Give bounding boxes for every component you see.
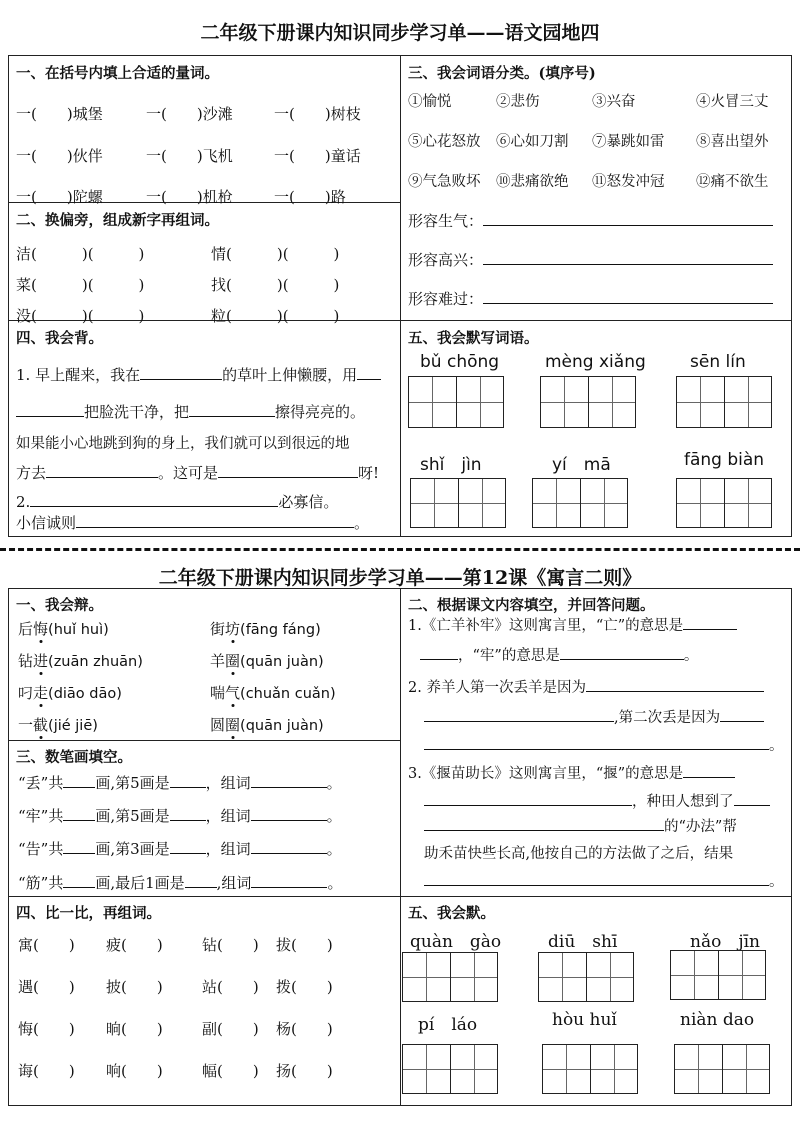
divider xyxy=(8,896,792,897)
answer-blank[interactable] xyxy=(140,365,222,380)
pinyin-label: quàn gào xyxy=(410,932,502,952)
writing-grid[interactable] xyxy=(670,950,766,1000)
section-heading: 三、我会词语分类。(填序号) xyxy=(408,65,596,82)
answer-blank[interactable] xyxy=(16,402,84,417)
writing-grid[interactable] xyxy=(674,1044,770,1094)
answer-blank[interactable] xyxy=(251,873,327,888)
writing-grid[interactable] xyxy=(538,952,634,1002)
answer-blank[interactable] xyxy=(63,773,95,788)
section-heading: 三、数笔画填空。 xyxy=(16,749,132,766)
pinyin-label: niàn dao xyxy=(680,1010,755,1030)
question-line: 1.《亡羊补牢》这则寓言里，“亡”的意思是 xyxy=(408,614,737,635)
writing-grid[interactable] xyxy=(540,376,636,428)
answer-blank[interactable] xyxy=(218,463,358,478)
recite-line: 小信诚则 。 xyxy=(16,514,370,532)
answer-blank[interactable] xyxy=(720,708,764,723)
question-line: ,第二次丢是因为 xyxy=(424,706,764,727)
question-line: 助禾苗快些长高,他按自己的方法做了之后，结果 xyxy=(424,846,734,862)
question-line: 3.《揠苗助长》这则寓言里，“揠”的意思是 xyxy=(408,762,735,783)
pinyin-label: hòu huǐ xyxy=(552,1010,617,1030)
pinyin-label: mèng xiǎng xyxy=(545,352,646,372)
stroke-row: “牢”共 画,第5画是 ，组词 。 xyxy=(18,807,342,825)
sheet2-title: 二年级下册课内知识同步学习单——第12课《寓言二则》 xyxy=(158,567,642,589)
pronunciation-item: 喘气(chuǎn cuǎn) xyxy=(210,684,336,702)
writing-grid[interactable] xyxy=(402,952,498,1002)
divider xyxy=(400,588,401,1106)
answer-blank[interactable] xyxy=(63,873,95,888)
answer-blank[interactable] xyxy=(170,806,206,821)
answer-blank[interactable] xyxy=(251,773,327,788)
section-heading: 二、换偏旁，组成新字再组词。 xyxy=(16,212,219,229)
pinyin-label: nǎo jīn xyxy=(690,932,760,952)
recite-line: 2. 必寡信。 xyxy=(16,493,339,511)
answer-blank[interactable] xyxy=(46,463,158,478)
classify-line: 形容高兴： xyxy=(408,249,773,270)
stroke-row: “告”共 画,第3画是 ，组词 。 xyxy=(18,840,342,858)
answer-blank[interactable] xyxy=(357,365,381,380)
question-line: 2. 养羊人第一次丢羊是因为 xyxy=(408,676,764,697)
answer-blank[interactable] xyxy=(170,839,206,854)
answer-blank[interactable] xyxy=(63,806,95,821)
writing-grid[interactable] xyxy=(542,1044,638,1094)
answer-blank[interactable] xyxy=(483,250,773,265)
answer-blank[interactable] xyxy=(30,492,278,507)
stroke-row: “丢”共 画,第5画是 ，组词 。 xyxy=(18,774,342,792)
pinyin-label: pí láo xyxy=(418,1015,478,1035)
recite-line: 方去 。这可是 呀! xyxy=(16,464,380,482)
recite-line: 1. 早上醒来，我在 的草叶上伸懒腰，用 xyxy=(16,364,381,385)
answer-blank[interactable] xyxy=(251,839,327,854)
pinyin-label: sēn lín xyxy=(690,352,746,372)
section-heading: 一、在括号内填上合适的量词。 xyxy=(16,65,219,82)
writing-grid[interactable] xyxy=(676,478,772,528)
answer-blank[interactable] xyxy=(683,616,737,631)
answer-blank[interactable] xyxy=(586,678,764,693)
pinyin-label: shǐ jìn xyxy=(420,455,482,475)
answer-blank[interactable] xyxy=(170,773,206,788)
pinyin-label: fāng biàn xyxy=(684,450,765,470)
writing-grid[interactable] xyxy=(410,478,506,528)
answer-blank[interactable] xyxy=(424,708,614,723)
answer-blank[interactable] xyxy=(76,513,354,528)
answer-blank[interactable] xyxy=(424,872,769,887)
answer-blank[interactable] xyxy=(63,839,95,854)
cut-line xyxy=(0,548,800,551)
answer-blank[interactable] xyxy=(420,646,458,661)
pronunciation-item: 羊圈(quān juàn) xyxy=(210,652,324,670)
pronunciation-item: 后悔(huǐ huì) xyxy=(18,620,109,638)
pinyin-label: bǔ chōng xyxy=(420,352,500,372)
divider xyxy=(400,55,401,537)
question-line: 。 xyxy=(424,870,784,891)
section-heading: 四、我会背。 xyxy=(16,330,103,347)
divider xyxy=(8,740,400,741)
sheet1-title: 二年级下册课内知识同步学习单——语文园地四 xyxy=(200,22,600,44)
answer-blank[interactable] xyxy=(483,289,773,304)
pinyin-label: diū shī xyxy=(548,932,618,952)
writing-grid[interactable] xyxy=(532,478,628,528)
question-line: ，“牢”的意思是 。 xyxy=(420,644,698,665)
answer-blank[interactable] xyxy=(185,873,217,888)
answer-blank[interactable] xyxy=(189,402,275,417)
writing-grid[interactable] xyxy=(402,1044,498,1094)
section-heading: 五、我会默。 xyxy=(408,905,495,922)
recite-line: 如果能小心地跳到狗的身上，我们就可以到很远的地 xyxy=(16,436,350,452)
pronunciation-item: 一截(jié jiē) xyxy=(18,716,98,734)
section-heading: 四、比一比，再组词。 xyxy=(16,905,161,922)
classify-line: 形容难过： xyxy=(408,288,773,309)
pronunciation-item: 钻进(zuān zhuān) xyxy=(18,652,143,670)
section-heading: 二、根据课文内容填空，并回答问题。 xyxy=(408,597,655,614)
answer-blank[interactable] xyxy=(683,764,735,779)
question-line: ，种田人想到了 xyxy=(424,790,770,811)
answer-blank[interactable] xyxy=(251,806,327,821)
writing-grid[interactable] xyxy=(408,376,504,428)
stroke-row: “筋”共 画,最后1画是 ,组词 。 xyxy=(18,874,343,892)
question-line: 。 xyxy=(424,734,784,755)
recite-line: 把脸洗干净，把 擦得亮亮的。 xyxy=(16,401,365,422)
answer-blank[interactable] xyxy=(483,211,773,226)
pinyin-label: yí mā xyxy=(552,455,611,475)
pronunciation-item: 圆圈(quān juàn) xyxy=(210,716,324,734)
section-heading: 五、我会默写词语。 xyxy=(408,330,539,347)
answer-blank[interactable] xyxy=(424,736,769,751)
answer-blank[interactable] xyxy=(424,792,632,807)
answer-blank[interactable] xyxy=(560,646,684,661)
question-line: 的“办法”帮 xyxy=(424,815,737,836)
writing-grid[interactable] xyxy=(676,376,772,428)
classify-line: 形容生气： xyxy=(408,210,773,231)
answer-blank[interactable] xyxy=(734,792,770,807)
pronunciation-item: 叼走(diāo dāo) xyxy=(18,684,122,702)
answer-blank[interactable] xyxy=(424,817,664,832)
pronunciation-item: 街坊(fāng fáng) xyxy=(210,620,321,638)
section-heading: 一、我会辩。 xyxy=(16,597,103,614)
